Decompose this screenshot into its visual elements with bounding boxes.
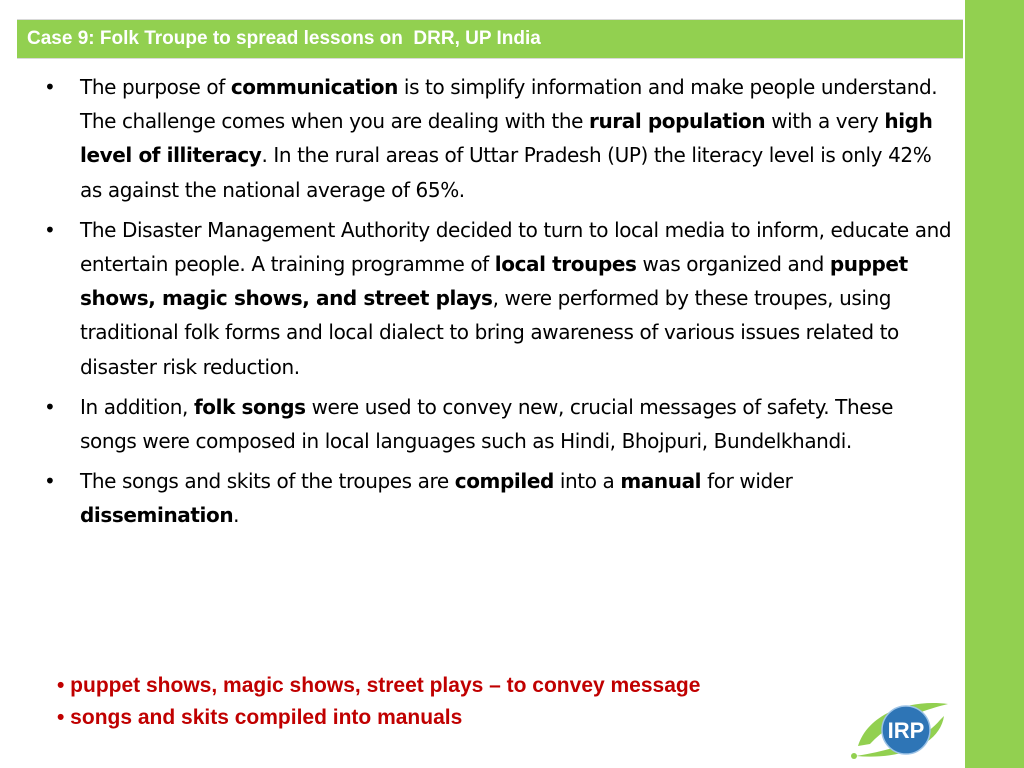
bullet-list — [40, 70, 955, 539]
bullet-item-communication: • The purpose of communication is to simplify information and make people understand. The challenge comes when you are dealing with the rural population with a very high level of illiteracy. In the rural areas of Uttar Pradesh (UP) the literacy level is only 42% as against the national average of 65%. — [40, 70, 955, 207]
bullet-dot: • — [44, 217, 56, 242]
summary-line-1: • puppet shows, magic shows, street plays – to convey message — [57, 674, 701, 697]
bullet-dot: • — [44, 394, 56, 419]
summary-line-2: • songs and skits compiled into manuals — [57, 706, 463, 729]
bullet-item-manual: • The songs and skits of the troupes are compiled into a manual for wider dissemination. — [40, 464, 955, 532]
right-accent-bar — [965, 0, 1024, 768]
bullet-item-folk-songs: • In addition, folk songs were used to convey new, crucial messages of safety. These songs were composed in local languages such as Hindi, Bhojpuri, Bundelkhandi. — [40, 390, 955, 458]
irp-logo — [848, 694, 956, 764]
summary-list — [57, 670, 700, 734]
bullet-dot: • — [44, 75, 56, 99]
logo-text: IRP — [887, 718, 925, 743]
logo-dot — [851, 753, 857, 759]
bullet-item-disaster-authority: • The Disaster Management Authority decided to turn to local media to inform, educate and entertain people. A training programme of local troupes was organized and puppet shows, magic shows, and street plays, were performed by these troupes, using traditional folk forms and local dialect to bring awareness of various issues related to disaster risk reduction. — [40, 213, 955, 384]
bullet-dot: • — [44, 469, 56, 494]
slide-title: Case 9: Folk Troupe to spread lessons on DRR, UP India — [27, 28, 541, 49]
